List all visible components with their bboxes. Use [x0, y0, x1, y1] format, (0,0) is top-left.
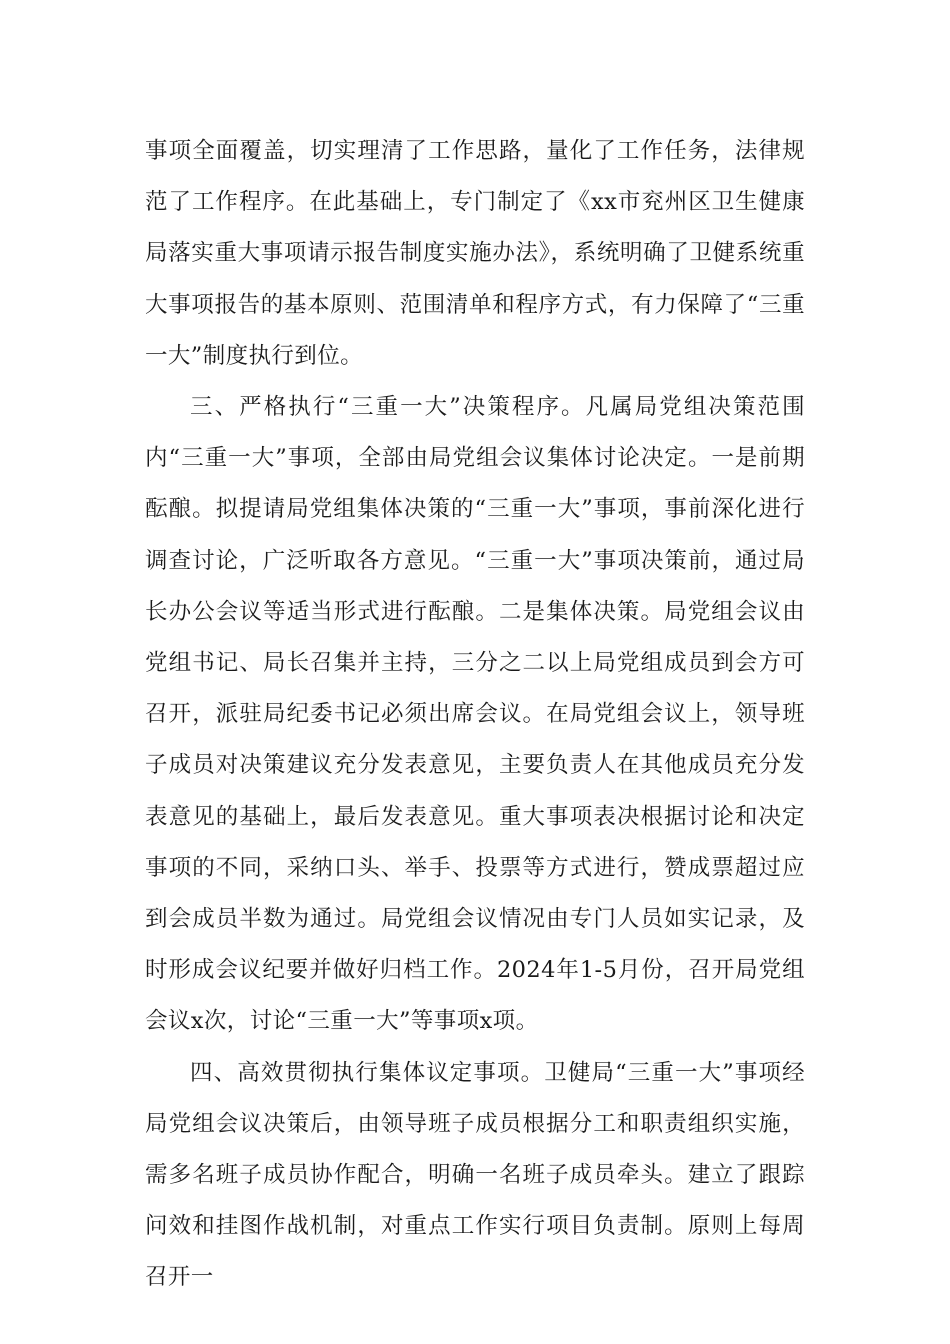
paragraph-continued: 事项全面覆盖，切实理清了工作思路，量化了工作任务，法律规范了工作程序。在此基础上，专门制定了《xx市兖州区卫生健康局落实重大事项请示报告制度实施办法》，系统明确了卫健系统重大事项报告的基本原则、范围清单和程序方式，有力保障了“三重一大”制度执行到位。 — [145, 138, 805, 369]
document-body — [145, 126, 805, 1304]
paragraph-section-three: 三、严格执行“三重一大”决策程序。凡属局党组决策范围内“三重一大”事项，全部由局党组会议集体讨论决定。一是前期酝酿。拟提请局党组集体决策的“三重一大”事项，事前深化进行调查讨论，广泛听取各方意见。“三重一大”事项决策前，通过局长办公会议等适当形式进行酝酿。二是集体决策。局党组会议由党组书记、局长召集并主持，三分之二以上局党组成员到会方可召开，派驻局纪委书记必须出席会议。在局党组会议上，领导班子成员对决策建议充分发表意见，主要负责人在其他成员充分发表意见的基础上，最后发表意见。重大事项表决根据讨论和决定事项的不同，采纳口头、举手、投票等方式进行，赞成票超过应到会成员半数为通过。局党组会议情况由专门人员如实记录，及时形成会议纪要并做好归档工作。2024年1-5月份，召开局党组会议x次，讨论“三重一大”等事项x项。 — [145, 394, 805, 1035]
paragraph-section-four: 四、高效贯彻执行集体议定事项。卫健局“三重一大”事项经局党组会议决策后，由领导班子成员根据分工和职责组织实施，需多名班子成员协作配合，明确一名班子成员牵头。建立了跟踪问效和挂图作战机制，对重点工作实行项目负责制。原则上每周召开一 — [145, 1059, 805, 1291]
